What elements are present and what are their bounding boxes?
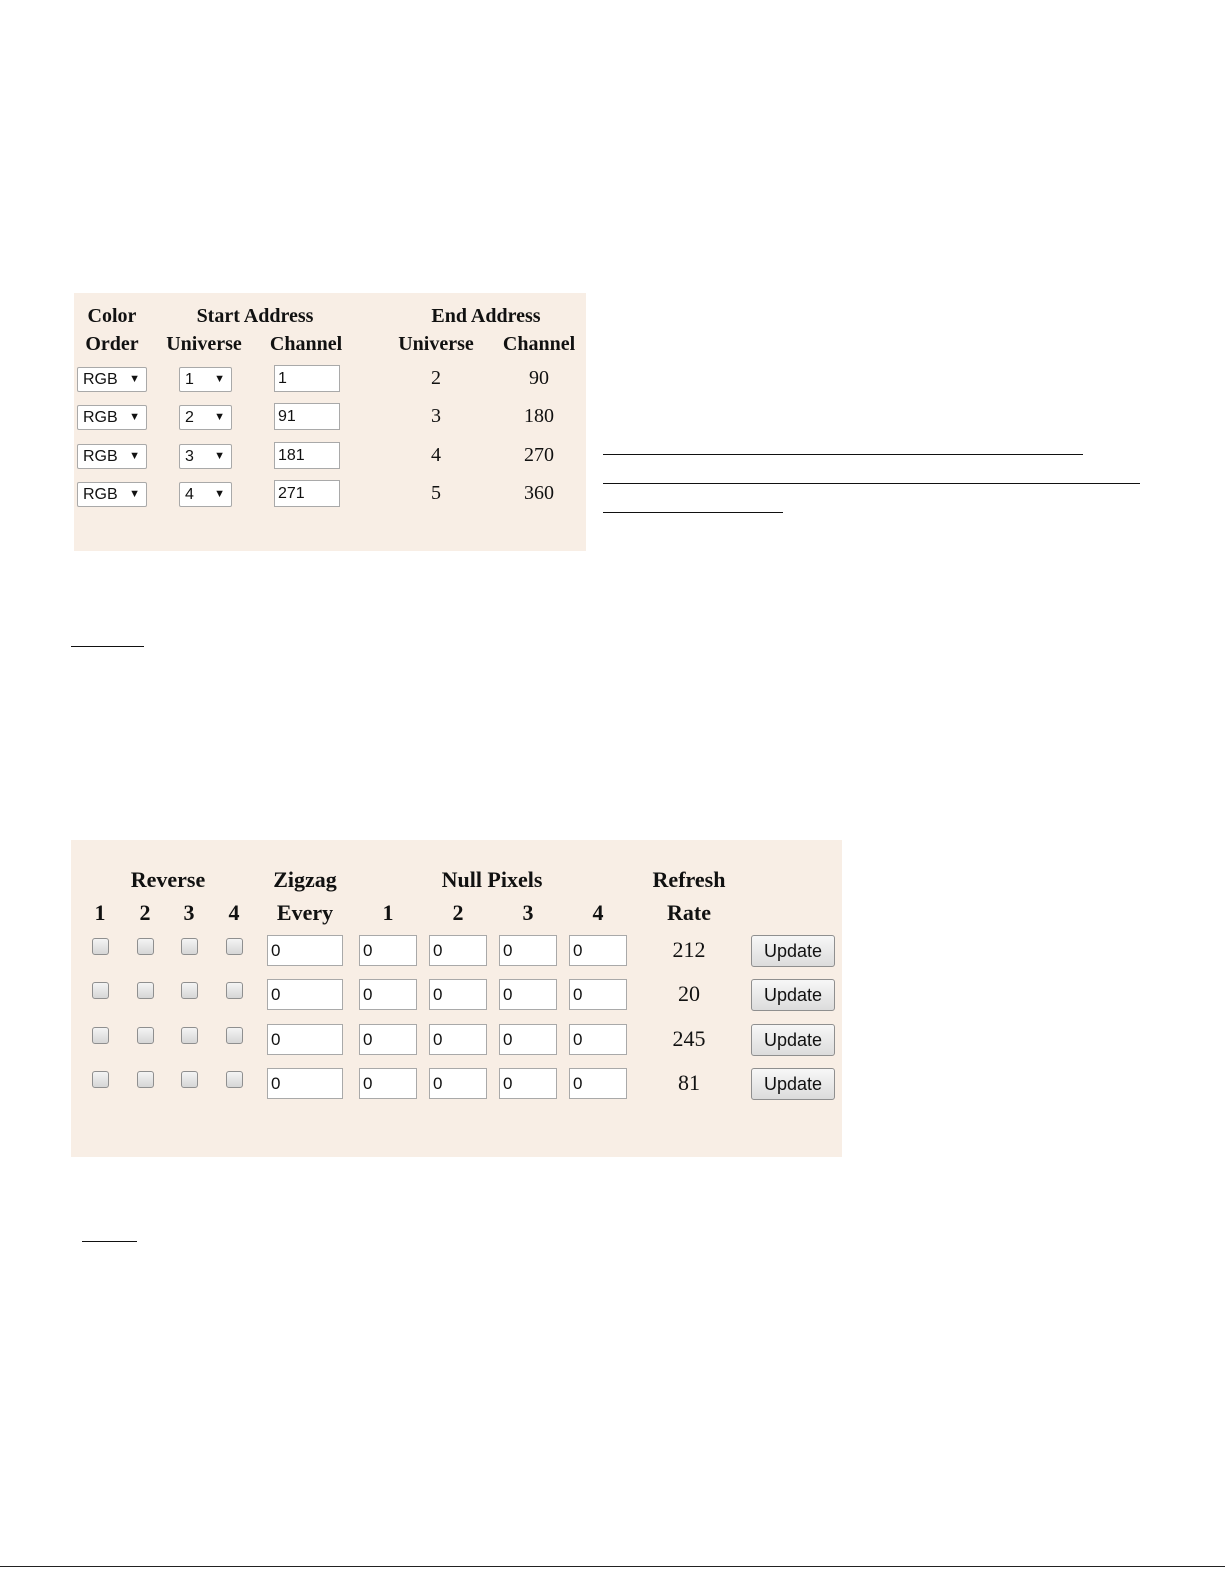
start-channel-input[interactable]: 181 <box>274 442 340 469</box>
color-order-select[interactable] <box>77 405 147 430</box>
start-universe-select[interactable] <box>179 405 232 430</box>
null-pixels-1-input[interactable]: 0 <box>359 979 417 1010</box>
start-universe-value: 4 <box>185 486 194 503</box>
reverse-4-header: 4 <box>228 900 240 925</box>
reverse-4-checkbox[interactable] <box>226 938 243 955</box>
null-pixels-4-input[interactable]: 0 <box>569 1068 627 1099</box>
reverse-1-header: 1 <box>94 900 106 925</box>
start-universe-value: 3 <box>185 448 194 465</box>
zigzag-every-input[interactable]: 0 <box>267 1068 343 1099</box>
color-order-select[interactable] <box>77 482 147 507</box>
null-pixels-2-input[interactable]: 0 <box>429 979 487 1010</box>
end-universe-value: 2 <box>431 367 441 389</box>
start-universe-value: 2 <box>185 409 194 426</box>
dropdown-arrow-icon: ▼ <box>129 450 140 462</box>
end-channel-value: 180 <box>524 405 554 427</box>
reverse-3-checkbox[interactable] <box>181 982 198 999</box>
reverse-2-checkbox[interactable] <box>137 1071 154 1088</box>
underline-rule <box>603 483 1140 484</box>
end-address-header: End Address <box>431 305 541 327</box>
start-channel-header: Channel <box>269 333 343 355</box>
refresh-rate-value: 20 <box>678 981 700 1006</box>
end-universe-value: 5 <box>431 482 441 504</box>
page-bottom-rule <box>0 1566 1225 1567</box>
zigzag-header: Zigzag <box>273 867 337 892</box>
reverse-2-header: 2 <box>139 900 151 925</box>
color-order-value: RGB <box>83 486 118 503</box>
null-2-header: 2 <box>452 900 464 925</box>
null-pixels-2-input[interactable]: 0 <box>429 1024 487 1055</box>
reverse-4-checkbox[interactable] <box>226 1071 243 1088</box>
start-universe-header: Universe <box>166 333 242 355</box>
zigzag-every-header: Every <box>276 900 334 925</box>
end-channel-value: 360 <box>524 482 554 504</box>
dropdown-arrow-icon: ▼ <box>214 373 225 385</box>
zigzag-every-input[interactable]: 0 <box>267 1024 343 1055</box>
end-universe-header: Universe <box>398 333 474 355</box>
refresh-rate-value: 81 <box>678 1070 700 1095</box>
end-channel-value: 90 <box>529 367 549 389</box>
dropdown-arrow-icon: ▼ <box>129 373 140 385</box>
update-button[interactable]: Update <box>751 935 835 967</box>
zigzag-every-input[interactable]: 0 <box>267 979 343 1010</box>
null-pixels-1-input[interactable]: 0 <box>359 1024 417 1055</box>
reverse-2-checkbox[interactable] <box>137 1027 154 1044</box>
null-pixels-4-input[interactable]: 0 <box>569 935 627 966</box>
reverse-1-checkbox[interactable] <box>92 938 109 955</box>
refresh-rate-value: 245 <box>672 1026 706 1051</box>
start-universe-value: 1 <box>185 371 194 388</box>
reverse-1-checkbox[interactable] <box>92 982 109 999</box>
underline-rule <box>82 1241 137 1242</box>
color-order-value: RGB <box>83 448 118 465</box>
color-order-header-line1: Color <box>87 305 137 327</box>
reverse-1-checkbox[interactable] <box>92 1027 109 1044</box>
reverse-3-header: 3 <box>183 900 195 925</box>
reverse-1-checkbox[interactable] <box>92 1071 109 1088</box>
end-universe-value: 3 <box>431 405 441 427</box>
reverse-2-checkbox[interactable] <box>137 982 154 999</box>
start-channel-input[interactable]: 91 <box>274 403 340 430</box>
dropdown-arrow-icon: ▼ <box>214 488 225 500</box>
refresh-rate-header: Rate <box>667 900 711 925</box>
update-button[interactable]: Update <box>751 1068 835 1100</box>
null-pixels-2-input[interactable]: 0 <box>429 935 487 966</box>
null-pixels-4-input[interactable]: 0 <box>569 979 627 1010</box>
refresh-header: Refresh <box>652 867 726 892</box>
start-universe-select[interactable] <box>179 444 232 469</box>
refresh-rate-value: 212 <box>672 937 706 962</box>
null-pixels-3-input[interactable]: 0 <box>499 935 557 966</box>
reverse-4-checkbox[interactable] <box>226 1027 243 1044</box>
underline-rule <box>71 646 144 647</box>
null-pixels-2-input[interactable]: 0 <box>429 1068 487 1099</box>
start-channel-input[interactable]: 1 <box>274 365 340 392</box>
update-button[interactable]: Update <box>751 979 835 1011</box>
dropdown-arrow-icon: ▼ <box>214 411 225 423</box>
null-1-header: 1 <box>382 900 394 925</box>
end-channel-header: Channel <box>502 333 576 355</box>
color-order-value: RGB <box>83 409 118 426</box>
null-pixels-3-input[interactable]: 0 <box>499 1068 557 1099</box>
start-channel-input[interactable]: 271 <box>274 480 340 507</box>
underline-rule <box>603 454 1083 455</box>
color-order-select[interactable] <box>77 444 147 469</box>
start-universe-select[interactable] <box>179 367 232 392</box>
null-pixels-3-input[interactable]: 0 <box>499 1024 557 1055</box>
color-order-select[interactable] <box>77 367 147 392</box>
start-address-header: Start Address <box>196 305 314 327</box>
reverse-4-checkbox[interactable] <box>226 982 243 999</box>
null-4-header: 4 <box>592 900 604 925</box>
reverse-2-checkbox[interactable] <box>137 938 154 955</box>
reverse-header: Reverse <box>130 867 206 892</box>
reverse-3-checkbox[interactable] <box>181 938 198 955</box>
null-pixels-1-input[interactable]: 0 <box>359 935 417 966</box>
dropdown-arrow-icon: ▼ <box>129 488 140 500</box>
null-pixels-header: Null Pixels <box>441 867 543 892</box>
dropdown-arrow-icon: ▼ <box>129 411 140 423</box>
reverse-3-checkbox[interactable] <box>181 1027 198 1044</box>
end-channel-value: 270 <box>524 444 554 466</box>
color-order-header-line2: Order <box>85 333 139 355</box>
reverse-3-checkbox[interactable] <box>181 1071 198 1088</box>
underline-rule <box>603 512 783 513</box>
start-universe-select[interactable] <box>179 482 232 507</box>
zigzag-every-input[interactable]: 0 <box>267 935 343 966</box>
color-order-value: RGB <box>83 371 118 388</box>
end-universe-value: 4 <box>431 444 441 466</box>
null-3-header: 3 <box>522 900 534 925</box>
null-pixels-1-input[interactable]: 0 <box>359 1068 417 1099</box>
dropdown-arrow-icon: ▼ <box>214 450 225 462</box>
null-pixels-4-input[interactable]: 0 <box>569 1024 627 1055</box>
null-pixels-3-input[interactable]: 0 <box>499 979 557 1010</box>
update-button[interactable]: Update <box>751 1024 835 1056</box>
